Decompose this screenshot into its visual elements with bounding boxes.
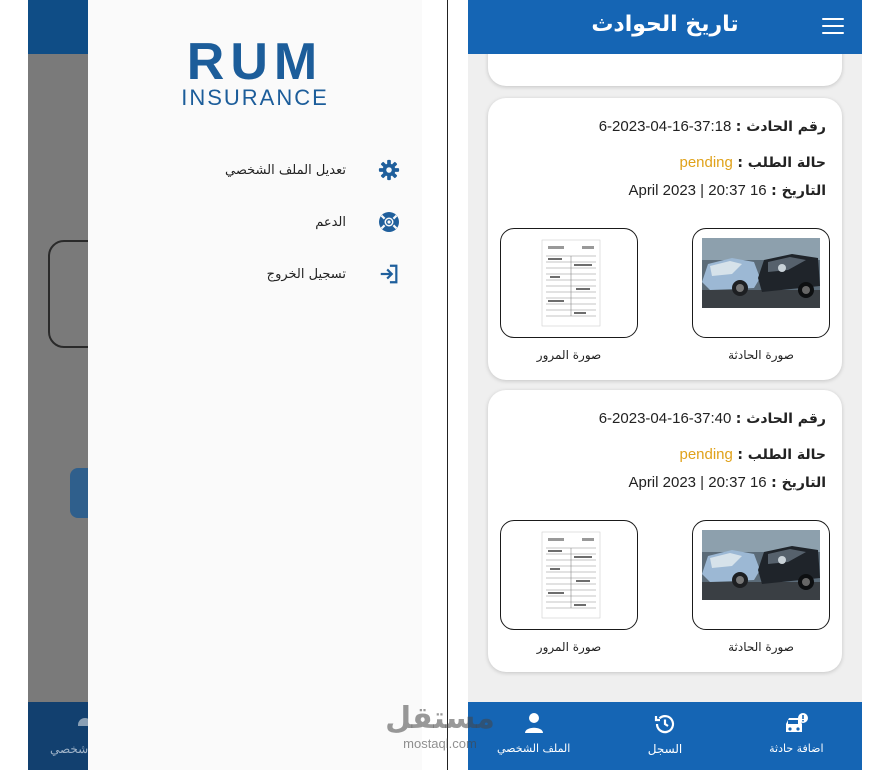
car-crash-image xyxy=(702,530,820,600)
drawer-item-support[interactable] xyxy=(112,202,412,242)
background-nav-label: شخصي xyxy=(50,742,89,756)
car-crash-image xyxy=(702,238,820,308)
date-row xyxy=(628,182,826,199)
accident-number-value: 6-2023-04-16-37:18 xyxy=(598,118,732,135)
date-value: April 2023 | 20:37 16 xyxy=(628,474,767,491)
accident-history-screen xyxy=(468,0,862,770)
nav-label: الملف الشخصي xyxy=(497,742,571,755)
drawer-item-logout[interactable] xyxy=(112,254,412,294)
nav-add-accident[interactable] xyxy=(731,702,862,770)
nav-label: اضافة حادثة xyxy=(769,742,824,755)
accident-card[interactable] xyxy=(488,390,842,672)
drawer-item-label: تعديل الملف الشخصي xyxy=(225,162,346,178)
status-badge: pending xyxy=(679,446,733,463)
gear-icon xyxy=(366,159,412,181)
screen-divider xyxy=(447,0,448,770)
drawer-screen xyxy=(28,0,422,770)
status-badge: pending xyxy=(679,154,733,171)
status-label: حالة الطلب : xyxy=(737,155,826,171)
date-row xyxy=(628,474,826,491)
traffic-document-image xyxy=(510,530,628,620)
navigation-drawer xyxy=(88,0,422,770)
watermark-arabic: مستقل xyxy=(385,701,495,736)
app-header xyxy=(468,0,862,54)
traffic-report-photo[interactable] xyxy=(500,228,638,338)
logo-subtitle: INSURANCE xyxy=(181,85,329,110)
accident-number-row xyxy=(599,410,826,427)
add-accident-icon xyxy=(783,712,809,740)
hamburger-menu-icon[interactable] xyxy=(822,18,844,34)
company-logo xyxy=(170,33,340,110)
page-title: تاريخ الحوادث xyxy=(591,12,739,37)
accident-list[interactable] xyxy=(468,54,862,702)
accident-card[interactable] xyxy=(488,98,842,380)
accident-number-value: 6-2023-04-16-37:40 xyxy=(598,410,732,427)
logout-icon xyxy=(366,263,412,285)
history-icon xyxy=(653,712,677,740)
logo-wordmark: RUM xyxy=(186,33,324,91)
drawer-item-label: تسجيل الخروج xyxy=(266,266,346,282)
accident-photo[interactable] xyxy=(692,520,830,630)
bottom-navigation xyxy=(468,702,862,770)
nav-profile[interactable] xyxy=(468,702,599,770)
status-label: حالة الطلب : xyxy=(737,447,826,463)
nav-label: السجل xyxy=(647,742,683,756)
status-row xyxy=(679,154,826,171)
traffic-photo-caption: صورة المرور xyxy=(536,640,602,654)
lifebuoy-icon xyxy=(366,210,412,234)
accident-number-label: رقم الحادث : xyxy=(735,119,826,135)
date-label: التاريخ : xyxy=(771,475,826,491)
accident-photo-caption: صورة الحادثة xyxy=(728,348,794,362)
person-icon xyxy=(523,712,545,738)
status-row xyxy=(679,446,826,463)
traffic-photo-caption: صورة المرور xyxy=(536,348,602,362)
drawer-item-edit-profile[interactable] xyxy=(112,150,412,190)
accident-card-partial[interactable] xyxy=(488,54,842,86)
accident-photo[interactable] xyxy=(692,228,830,338)
traffic-report-photo[interactable] xyxy=(500,520,638,630)
accident-photo-caption: صورة الحادثة xyxy=(728,640,794,654)
nav-history[interactable] xyxy=(599,702,730,770)
watermark-latin: mostaql.com xyxy=(403,736,477,751)
accident-number-label: رقم الحادث : xyxy=(735,411,826,427)
traffic-document-image xyxy=(510,238,628,328)
date-label: التاريخ : xyxy=(771,183,826,199)
date-value: April 2023 | 20:37 16 xyxy=(628,182,767,199)
accident-number-row xyxy=(599,118,826,135)
drawer-item-label: الدعم xyxy=(315,214,346,230)
